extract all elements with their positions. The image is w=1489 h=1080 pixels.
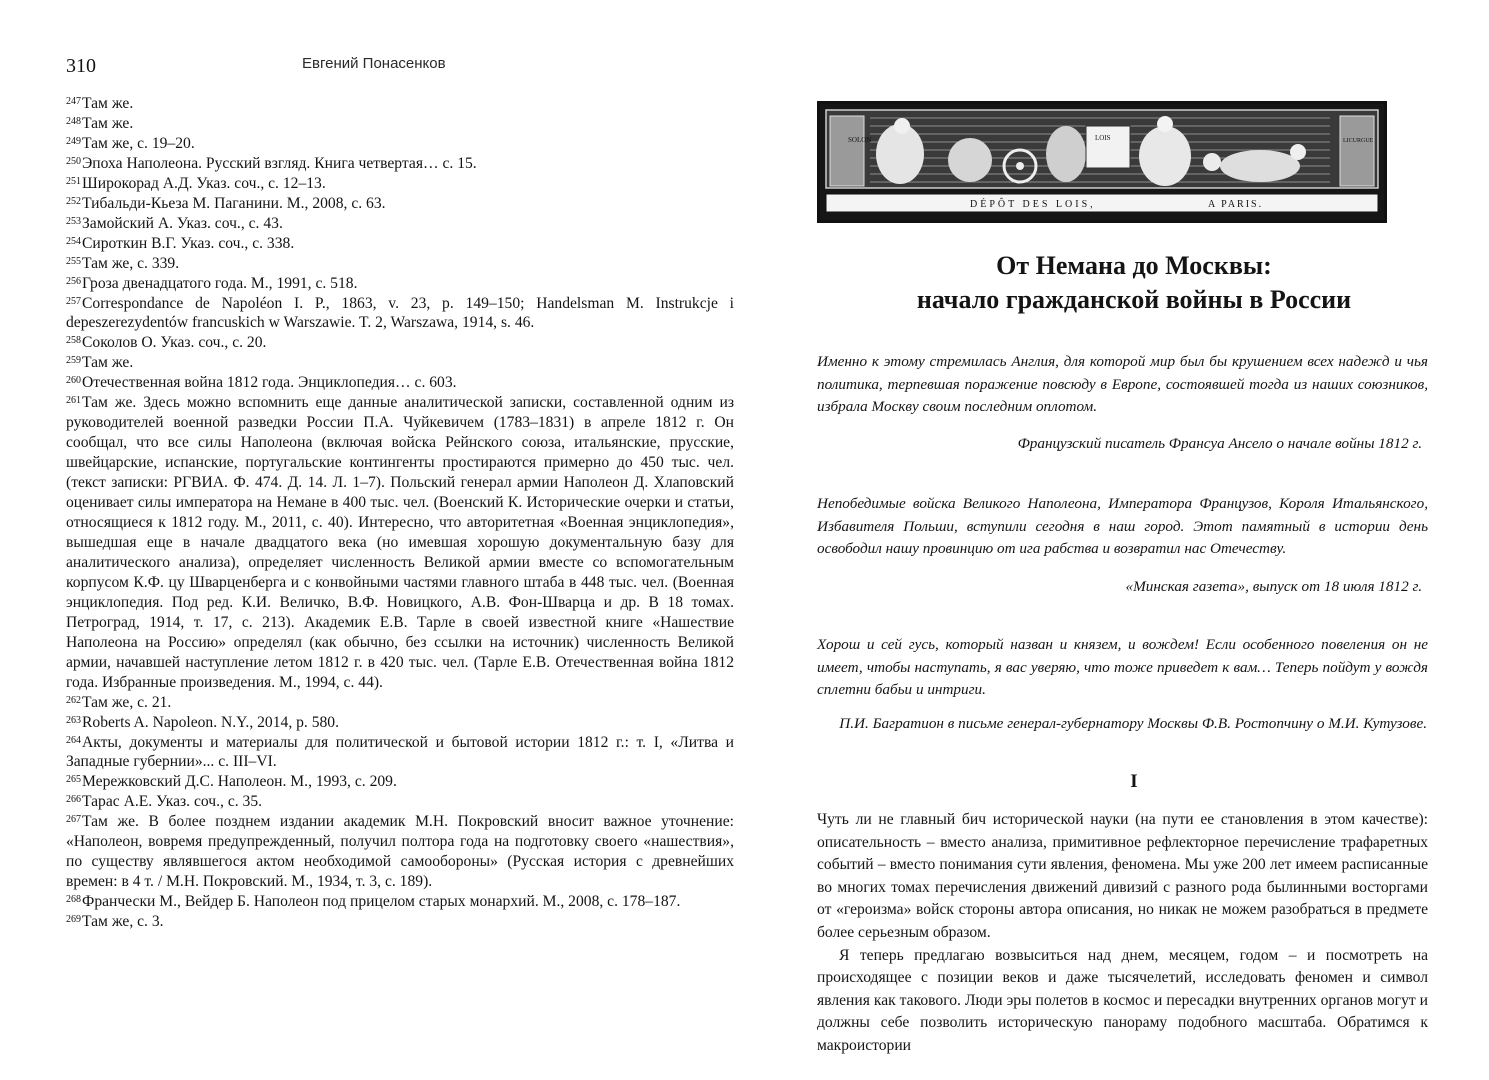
footnote (66, 772, 734, 792)
footnote (66, 214, 734, 234)
footnote (66, 254, 734, 274)
epigraph-text: Именно к этому стремилась Англия, для которой мир был бы крушением всех надежд и чья политика, терпевшая поражение повсюду в Европе, состоявшей тогда из наших союзников, избрала Москву своим последним оплотом. (817, 353, 1428, 415)
footnote (66, 234, 734, 254)
engraving-solon-label: SOLON (848, 136, 872, 144)
page-number: 310 (66, 55, 96, 77)
footnote-number: 252 (66, 195, 81, 207)
engraving-banner (817, 101, 1387, 223)
footnote-number: 247 (66, 96, 81, 107)
footnote-number: 258 (66, 335, 81, 347)
footnote-text: Замойский А. Указ. соч., с. 43. (82, 214, 283, 232)
footnote-number: 256 (66, 275, 81, 287)
footnote-text: Correspondance de Napoléon I. P., 1863, v. 23, p. 149–150; Handelsman M. Instrukcje i depeszerezydentów francuskich w Warszawie. T. 2, Warszawa, 1914, s. 46. (66, 294, 734, 332)
footnote-number: 254 (66, 235, 81, 247)
chapter-title-line-1: От Немана до Москвы: (996, 251, 1272, 280)
footnote (66, 174, 734, 194)
footnote-text: Там же. (82, 354, 134, 372)
footnote-text: Там же. (82, 114, 134, 132)
footnote-number: 250 (66, 155, 81, 167)
footnote (66, 114, 734, 134)
engraving-illustration (820, 104, 1384, 220)
footnote-text: Широкорад А.Д. Указ. соч., с. 12–13. (82, 174, 326, 192)
footnote (66, 693, 734, 713)
footnote (66, 134, 734, 154)
footnote-number: 260 (66, 375, 81, 387)
footnote-text: Там же, с. 339. (82, 254, 180, 272)
footnote-number: 249 (66, 135, 81, 147)
footnote (66, 393, 734, 692)
right-page (745, 0, 1489, 1080)
footnote-text: Roberts A. Napoleon. N.Y., 2014, p. 580. (82, 713, 339, 731)
footnote (66, 812, 734, 892)
footnote-text: Эпоха Наполеона. Русский взгляд. Книга четвертая… с. 15. (82, 154, 477, 172)
footnotes-list (66, 94, 734, 932)
footnote (66, 274, 734, 294)
footnote (66, 154, 734, 174)
engraving-caption-left: DÉPÔT DES LOIS, (970, 199, 1096, 210)
footnote (66, 94, 734, 114)
footnote (66, 194, 734, 214)
epigraph-attribution: Французский писатель Франсуа Ансело о начале войны 1812 г. (1017, 435, 1422, 452)
footnote-text: Там же. Здесь можно вспомнить еще данные аналитической записки, составленной одним из руководителей военной разведки России П.А. Чуйкевичем (1783–1831) в апреле 1812 г. Он сообщал, что все силы Наполеона (включая войска Рейнского союза, итальянские, прусские, швейцарские, испанские, португальские контингенты простираются примерно до 450 тыс. чел. (текст записки: РГВИА. Ф. 474. Д. 14. Л. 1–7). Польский генерал армии Наполеон Д. Хлаповский оценивает силы императора на Немане в 400 тыс. чел. (Военский К. Исторические очерки и статьи, относящиеся к 1812 году. М., 2011, с. 40). Интересно, что авторитетная «Военная энциклопедия», вышедшая еще в начале двадцатого века (но имевшая хорошую документальную базу для аналитического анализа), определяет численность Великой армии вместе со вспомогательным корпусом К.Ф. цу Шварценберга и с конвойными частями главного штаба в 448 тыс. чел. (Военная энциклопедия. Под ред. К.И. Величко, В.Ф. Новицкого, А.В. Фон-Шварца и др. В 18 томах. Петроград, 1914, т. 17, с. 213). Академик Е.В. Тарле в своей известной книге «Нашествие Наполеона на Россию» определял (как обычно, без ссылки на источник) численность Великой армии, начавшей наступление летом 1812 г. в 420 тыс. чел. (Тарле Е.В. Отечественная война 1812 года. Избранные произведения. М., 1994, с. 44). (66, 394, 734, 691)
footnote-text: Отечественная война 1812 года. Энциклопедия… с. 603. (82, 374, 457, 392)
chapter-title-line-2: начало гражданской войны в России (916, 285, 1352, 314)
footnote-number: 262 (66, 694, 81, 706)
footnote-number: 257 (66, 295, 81, 307)
footnote-number: 259 (66, 355, 81, 367)
footnote-text: Там же, с. 19–20. (82, 134, 195, 152)
footnote (66, 713, 734, 733)
footnote-number: 261 (66, 395, 81, 407)
body-paragraph: Я теперь предлагаю возвыситься над днем, месяцем, годом – и посмотреть на происходящее с позиции веков и даже тысячелетий, исследовать феномен и символ явления как такового. Люди эры полетов в космос и пересадки внутренних органов могут и должны себе позволить историческую панораму подобного масштаба. Обратимся к макроистории (817, 946, 1428, 1054)
epigraph-attribution: «Минская газета», выпуск от 18 июля 1812 г. (1125, 578, 1422, 595)
section-numeral: I (1130, 771, 1138, 792)
chapter-title (793, 249, 1475, 317)
footnote (66, 333, 734, 353)
body-paragraph: Чуть ли не главный бич исторической науки (на пути ее становления в этом качестве): описательность – вместо анализа, примитивное рефлекторное перечисление трафаретных событий – вместо понимания сути явления, феномена. Мы уже 200 лет имеем расписанные во многих томах перечисления движений дивизий с разного рода былинными восторгами от «героизма» войск стороны автора описания, но никак не можем разобраться в предмете более серьезным образом. (817, 811, 1428, 941)
footnote-text: Тибальди-Кьеза М. Паганини. М., 2008, с. 63. (82, 194, 386, 212)
footnote-number: 264 (66, 734, 81, 746)
left-page (0, 0, 744, 1080)
footnote-text: Мережковский Д.С. Наполеон. М., 1993, с. 209. (82, 773, 397, 791)
footnote-number: 255 (66, 255, 81, 267)
epigraph-text: Непобедимые войска Великого Наполеона, Императора Французов, Короля Итальянского, Избавителя Польши, вступили сегодня в наш город. Этот памятный в истории день освободил нашу провинцию от ига рабства и возвратил нас Отечеству. (817, 495, 1428, 557)
footnote (66, 353, 734, 373)
footnote (66, 373, 734, 393)
footnote-number: 263 (66, 714, 81, 726)
footnote (66, 733, 734, 773)
footnote-text: Там же. В более позднем издании академик М.Н. Покровский вносит важное уточнение: «Наполеон, вовремя предупрежденный, получил полтора года на подготовку своего «нашествия», по существу являвшегося актом необходимой самообороны» (Русская история с древнейших времен: в 4 т. / М.Н. Покровский. М., 1934, т. 3, с. 189). (66, 813, 734, 891)
footnote-number: 251 (66, 175, 81, 187)
footnote-text: Акты, документы и материалы для политической и бытовой истории 1812 г.: т. I, «Литва и Западные губернии»... с. III–VI. (66, 733, 734, 771)
footnote-text: Там же. (82, 95, 134, 112)
footnote-text: Там же, с. 21. (82, 693, 172, 711)
footnote (66, 912, 734, 932)
footnote (66, 792, 734, 812)
body-text (817, 809, 1428, 1058)
footnote-text: Франчески М., Вейдер Б. Наполеон под прицелом старых монархий. М., 2008, с. 178–187. (82, 893, 681, 911)
footnote-number: 265 (66, 774, 81, 786)
footnote-text: Там же, с. 3. (82, 913, 164, 931)
engraving-caption-right: A PARIS. (1208, 199, 1264, 210)
footnote-text: Соколов О. Указ. соч., с. 20. (82, 334, 267, 352)
footnote-text: Тарас А.Е. Указ. соч., с. 35. (82, 793, 263, 811)
epigraph-attribution: П.И. Багратион в письме генерал-губернатору Москвы Ф.В. Ростопчину о М.И. Кутузове. (839, 715, 1427, 732)
footnote-text: Гроза двенадцатого года. М., 1991, с. 518. (82, 274, 358, 292)
footnote (66, 892, 734, 912)
epigraph-text: Хорош и сей гусь, который назван и князем, и вождем! Если особенного повеления он не имеет, чтобы наступать, я вас уверяю, что тоже приведет к вам… Теперь пойдут у вождя сплетни бабьи и интриги. (817, 636, 1428, 698)
running-head: Евгений Понасенков (302, 55, 446, 72)
footnote-number: 269 (66, 914, 81, 926)
footnote-number: 253 (66, 215, 81, 227)
footnote-number: 268 (66, 894, 81, 906)
footnote-text: Сироткин В.Г. Указ. соч., с. 338. (82, 234, 295, 252)
footnote-number: 267 (66, 814, 81, 826)
engraving-lycurgue-label: LICURGUE (1343, 138, 1374, 144)
footnote (66, 294, 734, 334)
footnote-number: 266 (66, 794, 81, 806)
engraving-lois-label: LOIS (1095, 134, 1111, 142)
footnote-number: 248 (66, 115, 81, 127)
